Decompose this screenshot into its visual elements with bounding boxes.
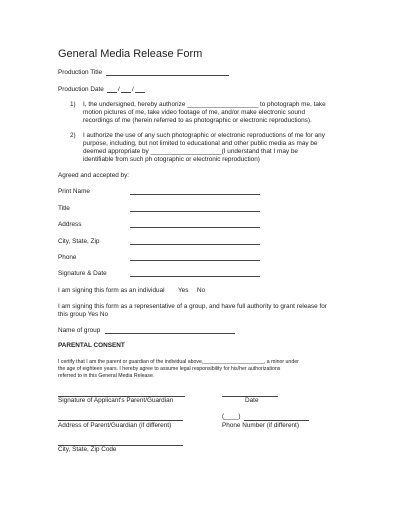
city-state-zip-field[interactable] [130,244,260,245]
guardian-phone-label: Phone Number (if different) [222,422,299,429]
group-name-label: Name of group [58,327,101,334]
date-separator: / [118,86,120,93]
item-text-line: identifiable from such ph otographic or electronic reproduction) [83,156,260,163]
production-date-label: Production Date [58,86,104,93]
guardian-address-label: Address of Parent/Guardian (if different) [58,422,172,429]
city-state-zip-label: City, State, Zip [58,238,100,245]
phone-field[interactable] [130,260,260,261]
item-text-line: I, the undersigned, hereby authorize ____________________ to photograph me, take [83,101,326,108]
parental-text-line: I certify that I am the parent or guardian of the individual above,_____________________, a minor under [58,359,299,365]
item-number: 1) [70,101,76,108]
signature-date-field[interactable] [130,276,260,277]
title-field[interactable] [130,211,260,212]
item-text-line: motion pictures of me, take video footage of me, and/or make electronic sound [83,109,306,116]
item-number: 2) [70,132,76,139]
production-date-month-field[interactable] [107,92,117,93]
individual-statement: I am signing this form as an individual [58,287,165,294]
parental-text-line: referred to in this General Media Release. [58,373,155,379]
item-text-line: deemed appropriate by ____________________(I understand that I may be [83,148,298,155]
item-text-line: recordings of me (herein referred to as photographic or electronic reproductions). [83,117,312,124]
production-title-label: Production Title [58,69,103,76]
agreed-label: Agreed and accepted by: [58,172,130,179]
print-name-label: Print Name [58,188,90,195]
address-field[interactable] [130,227,260,228]
production-date-year-field[interactable] [135,92,145,93]
individual-no-option[interactable]: No [197,287,206,294]
address-label: Address [58,221,82,228]
parental-text-line: the age of eighteen years. I hereby agree to assume legal responsibility for his/her authorizations [58,366,281,372]
phone-label: Phone [58,254,77,261]
signature-date-label: Signature & Date [58,270,107,277]
guardian-phone-field[interactable] [244,420,309,421]
form-title: General Media Release Form [58,48,203,60]
guardian-phone-prefix: (____) [222,413,241,420]
item-text-line: I authorize the use of any such photographic or electronic reproductions of me for any [83,132,325,139]
production-date-day-field[interactable] [121,92,131,93]
guardian-date-label: Date [245,397,259,404]
group-name-field[interactable] [105,333,235,334]
parental-consent-heading: PARENTAL CONSENT [58,342,125,349]
production-title-field[interactable] [106,75,229,76]
print-name-field[interactable] [130,194,260,195]
guardian-address-field[interactable] [58,420,183,421]
individual-yes-option[interactable]: Yes [178,287,189,294]
group-statement-line: this group Yes No [58,311,109,318]
item-text-line: purpose, including, but not limited to educational and other public media as may be [83,140,318,147]
date-separator: / [132,86,134,93]
group-statement-line: I am signing this form as a representative of a group, and have full authority to grant release for [58,303,327,310]
guardian-signature-label: Signature of Applicant's Parent/Guardian [58,397,174,404]
guardian-city-label: City, State, Zip Code [58,446,117,453]
title-label: Title [58,205,70,212]
